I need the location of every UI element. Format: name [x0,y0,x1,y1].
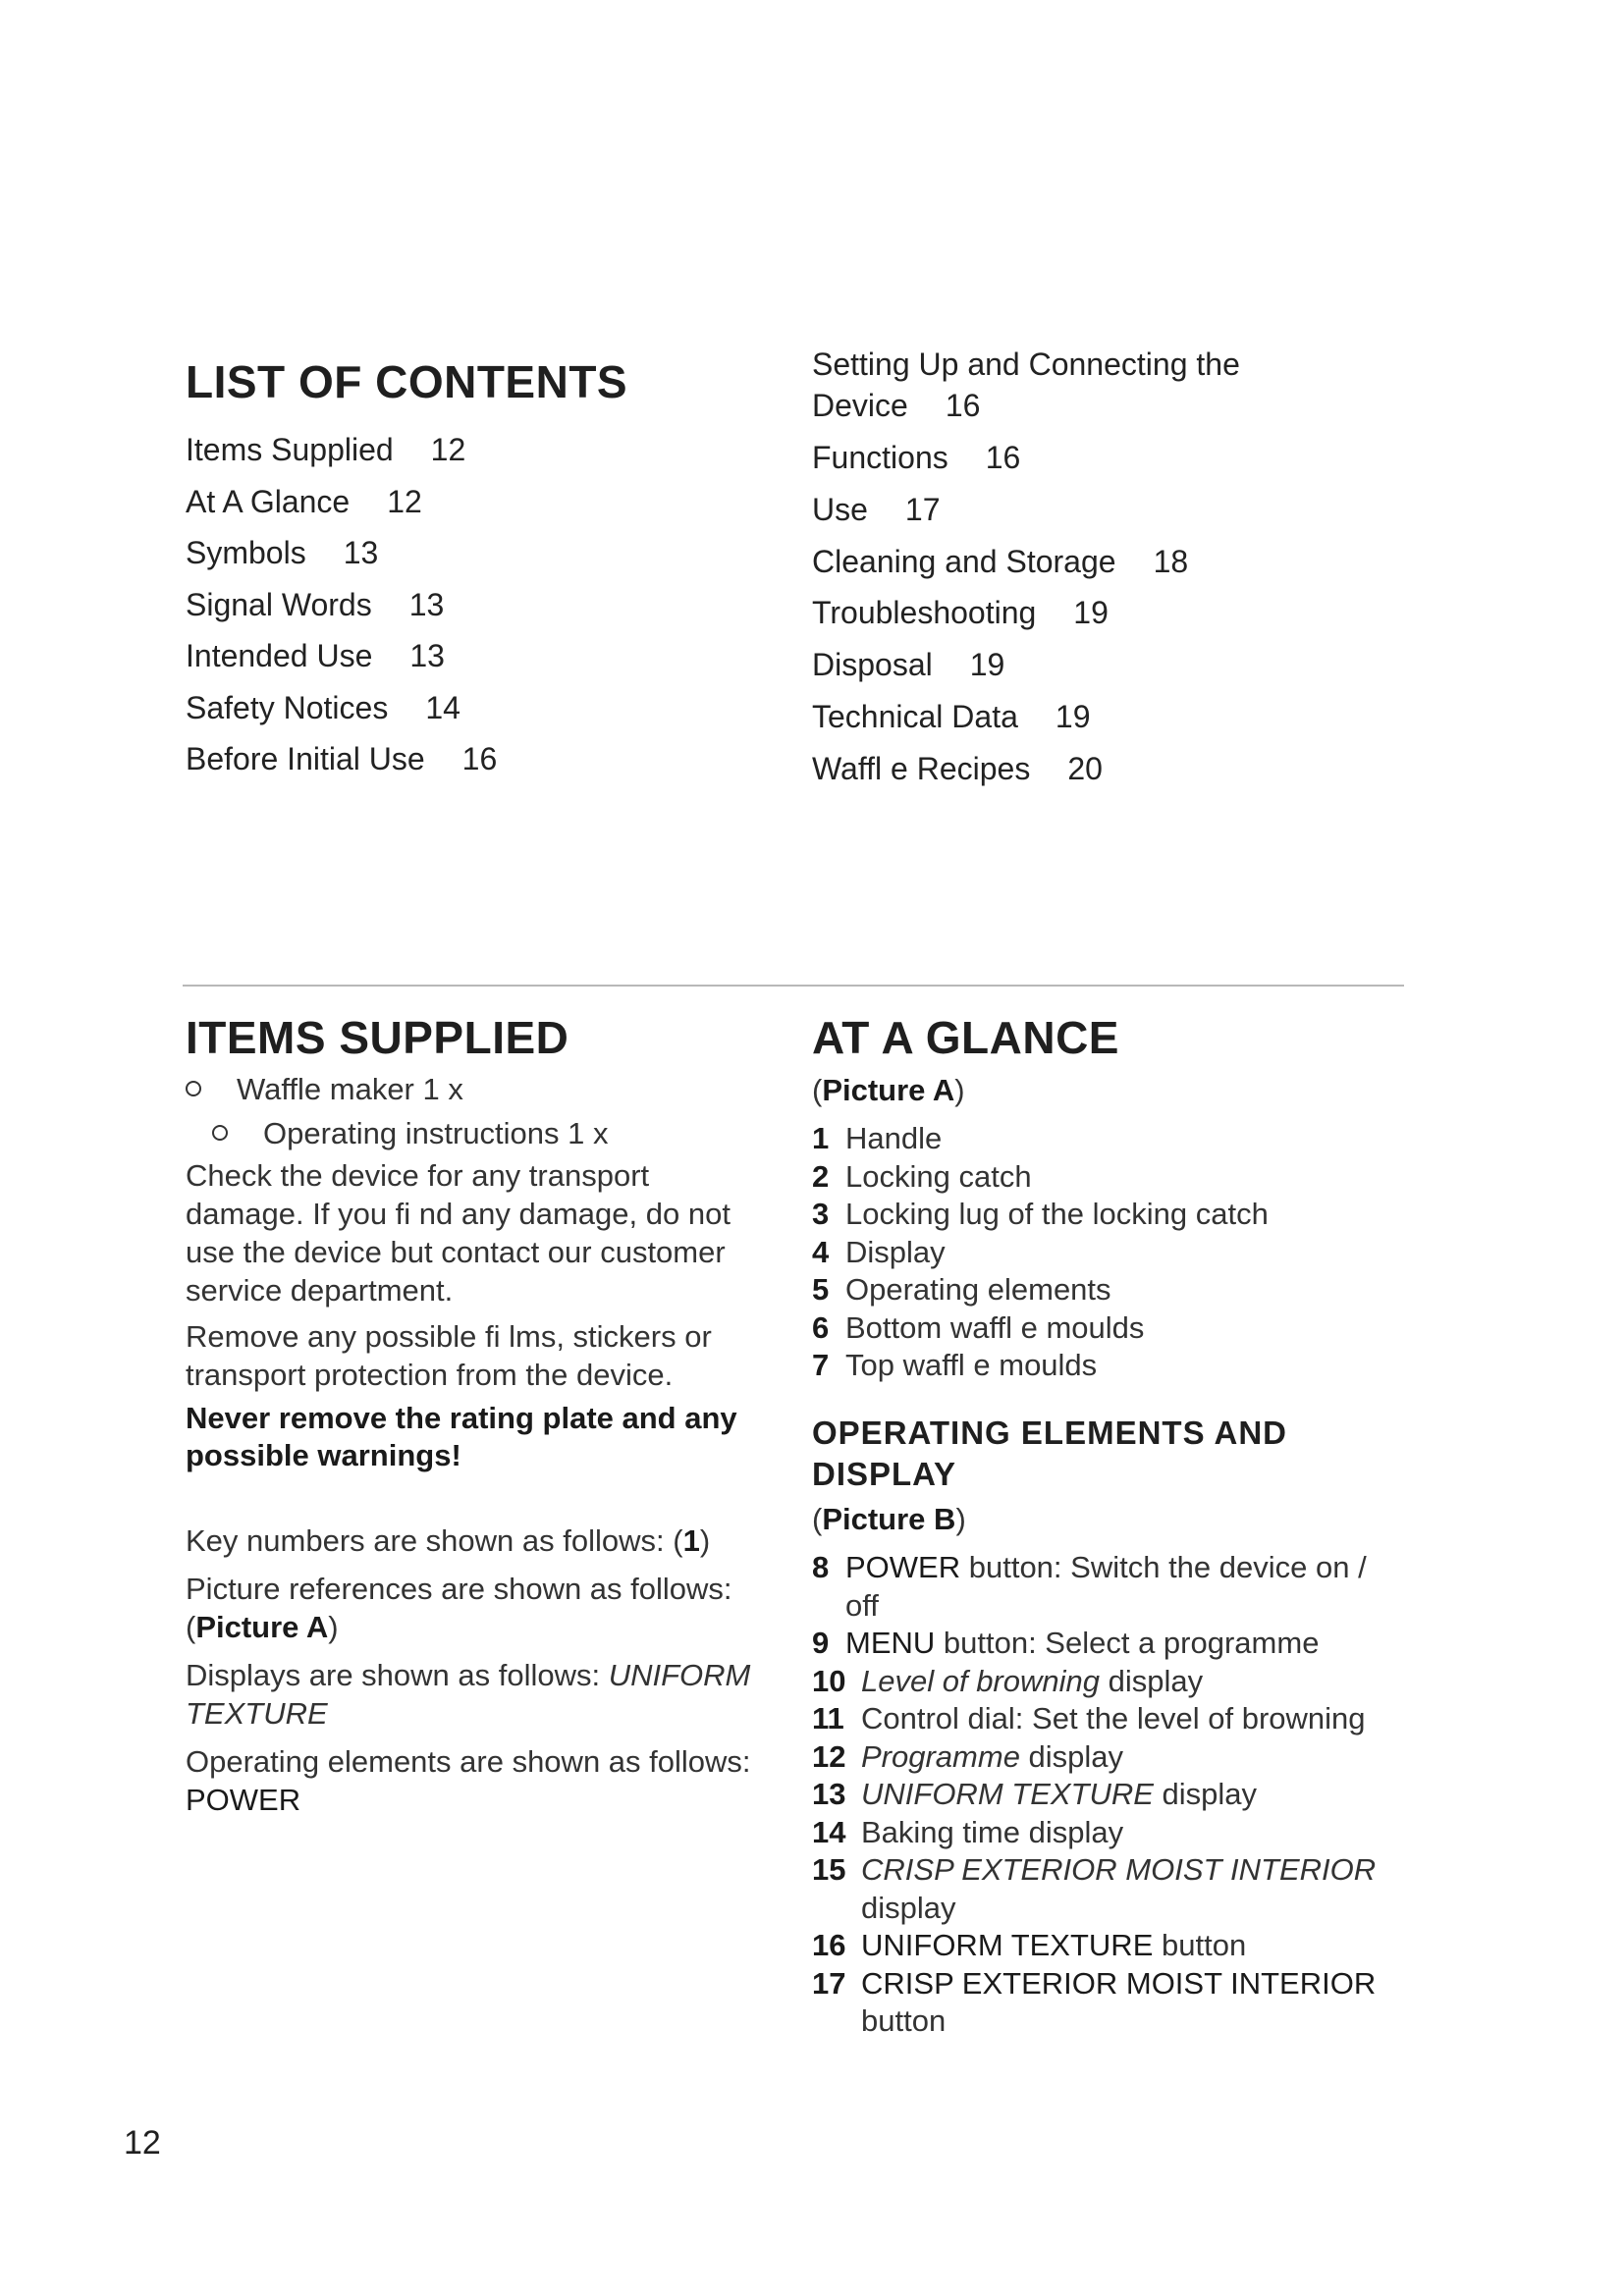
toc-title: LIST OF CONTENTS [186,356,628,407]
toc-entry[interactable] [186,527,497,579]
operating-elements-title: OPERATING ELEMENTS AND [812,1415,1288,1451]
toc-entry-label: At A Glance [186,483,351,519]
bullet-text: Waffle maker 1 x [237,1072,463,1106]
convention-text: Picture references are shown as follows: [186,1572,732,1606]
transport-damage-paragraph: Check the device for any transport damage. If you fi nd any damage, do not use the device but contact our customer service department. [186,1158,731,1308]
toc-entry[interactable] [812,691,1188,743]
item-number: 10 [812,1663,846,1698]
item-number: 16 [812,1928,846,1962]
bullet-text: Operating instructions 1 x [263,1116,609,1150]
convention-text: Displays are shown as follows: [186,1658,609,1692]
picture-a-reference [812,1071,965,1109]
list-item [812,1625,1401,1663]
toc-entry-label: Cleaning and Storage [812,543,1116,579]
at-a-glance-list [812,1120,1269,1385]
reference-text: ( [812,1502,823,1536]
toc-entry[interactable] [186,682,497,734]
item-number: 2 [812,1158,830,1194]
item-number: 6 [812,1309,830,1345]
toc-entry-page: 14 [425,689,460,725]
item-text: button: Switch the device on / off [845,1550,1367,1623]
convention-example: Picture A [195,1610,329,1644]
conventions-block [186,1522,775,1819]
list-item [812,1271,1269,1309]
list-item [812,1814,1401,1852]
item-button-name: POWER [845,1550,961,1584]
item-text: display [1153,1777,1258,1811]
item-number: 14 [812,1814,846,1849]
item-text: display [861,1890,956,1925]
item-number: 4 [812,1234,830,1269]
list-item [812,1196,1269,1234]
list-item [812,1663,1401,1701]
reference-text: ( [812,1073,823,1107]
list-item [812,1851,1401,1927]
toc-entry[interactable] [812,639,1188,691]
toc-entry-label: Safety Notices [186,689,389,725]
item-number: 12 [812,1738,846,1774]
convention-text: Operating elements are shown as follows: [186,1744,751,1779]
item-text: display [1100,1663,1204,1698]
toc-entry[interactable] [186,424,497,476]
reference-text: Picture B [822,1502,956,1536]
toc-entry-label: Device [812,388,908,423]
toc-entry-page: 13 [409,638,445,673]
toc-entry[interactable] [812,536,1188,588]
toc-entry-page: 19 [969,647,1005,683]
item-text: display [1019,1738,1124,1774]
toc-entry[interactable] [812,587,1188,639]
reference-text: Picture A [822,1073,955,1107]
item-display-name: Level of browning [861,1663,1100,1698]
item-text: button [1153,1928,1247,1962]
item-number: 5 [812,1272,830,1307]
toc-entry-label: Before Initial Use [186,741,425,776]
toc-entry-page: 16 [945,388,981,423]
toc-entry-label: Signal Words [186,586,372,622]
key-numbers-convention [186,1522,775,1560]
toc-entry-page: 13 [408,586,445,622]
item-text: Locking catch [845,1158,1032,1194]
items-supplied-body [186,1156,765,1474]
item-number: 3 [812,1197,830,1231]
toc-entry-label: Items Supplied [186,432,394,467]
picture-references-convention [186,1570,775,1646]
convention-example: POWER [186,1783,301,1817]
reference-text: ) [954,1073,965,1107]
list-item [812,1347,1269,1385]
picture-b-reference [812,1500,966,1538]
convention-text: ) [699,1523,711,1558]
displays-convention [186,1656,775,1733]
list-item [812,1700,1401,1738]
toc-entry-label: Troubleshooting [812,595,1037,631]
list-item [812,1120,1269,1158]
circle-bullet-icon [186,1081,201,1096]
convention-example: 1 [682,1523,700,1558]
toc-entry-page: 16 [461,741,498,776]
at-a-glance-title: AT A GLANCE [812,1012,1119,1063]
list-item [812,1776,1401,1814]
item-number: 13 [812,1777,846,1811]
toc-entry-label: Technical Data [812,698,1018,734]
toc-entry-label: Setting Up and Connecting the [812,347,1240,382]
list-item [812,1234,1269,1272]
list-item [812,1738,1401,1777]
toc-entry-label: Disposal [812,647,933,683]
item-text: button: Select a programme [935,1626,1320,1660]
section-divider [183,985,1404,987]
toc-entry[interactable] [186,630,497,682]
toc-entry-page: 20 [1067,750,1103,786]
toc-entry[interactable] [186,476,497,528]
item-number: 8 [812,1550,830,1584]
toc-left-list [186,424,497,785]
item-number: 9 [812,1626,830,1660]
toc-entry-page: 17 [904,491,941,527]
reference-text: ) [955,1502,966,1536]
toc-entry-label: Use [812,491,868,527]
items-supplied-title: ITEMS SUPPLIED [186,1012,569,1063]
toc-right-list [812,432,1188,795]
toc-entry-label: Intended Use [186,638,373,673]
toc-entry-page: 19 [1055,698,1091,734]
convention-text: Key numbers are shown as follows: ( [186,1523,683,1558]
toc-entry[interactable] [812,484,1188,536]
item-display-name: UNIFORM TEXTURE [861,1777,1154,1811]
toc-entry[interactable] [812,743,1188,795]
item-display-name: Programme [861,1738,1020,1774]
item-text: Control dial: Set the level of browning [861,1701,1366,1735]
item-button-name: UNIFORM TEXTURE [861,1928,1154,1962]
item-number: 1 [812,1121,830,1155]
toc-entry-page: 13 [343,535,379,570]
list-item [812,1549,1401,1625]
rating-plate-warning: Never remove the rating plate and any possible warnings! [186,1401,737,1472]
toc-entry[interactable] [186,733,497,785]
operating-elements-convention [186,1742,775,1819]
item-text: Operating elements [845,1272,1111,1307]
toc-entry-page: 12 [387,483,422,519]
toc-entry[interactable] [186,579,497,631]
item-text: Top waffl e moulds [845,1348,1098,1382]
item-button-name: CRISP EXTERIOR MOIST INTERIOR [861,1965,1377,2001]
bullet-item [186,1068,463,1111]
item-text: Bottom waffl e moulds [845,1309,1145,1345]
list-item [812,1309,1269,1348]
toc-entry-setting-up[interactable] [812,344,1240,426]
item-display-name: CRISP EXTERIOR MOIST INTERIOR [861,1852,1377,1887]
item-number: 15 [812,1852,846,1887]
item-number: 17 [812,1965,846,2001]
item-button-name: MENU [845,1626,936,1660]
circle-bullet-icon [212,1125,228,1141]
toc-entry-page: 12 [430,432,466,467]
item-text: Handle [845,1121,943,1155]
item-text: button [861,2003,947,2038]
list-item [812,1927,1401,1965]
convention-text: ( [186,1610,196,1644]
operating-elements-heading [812,1413,1287,1495]
toc-entry-page: 16 [985,440,1021,475]
convention-example: UNIFORM TEXTURE [186,1658,751,1731]
item-text: Display [845,1234,946,1269]
bullet-item [212,1112,609,1155]
toc-entry-label: Waffl e Recipes [812,750,1031,786]
item-number: 7 [812,1348,830,1382]
toc-entry-page: 18 [1153,543,1189,579]
operating-elements-list [812,1549,1401,2041]
item-number: 11 [812,1701,844,1735]
toc-entry-page: 19 [1073,595,1109,631]
toc-entry[interactable] [812,432,1188,484]
page-number: 12 [124,2124,161,2162]
item-text: Locking lug of the locking catch [845,1197,1269,1231]
remove-films-paragraph: Remove any possible fi lms, stickers or transport protection from the device. [186,1319,712,1392]
list-item [812,1158,1269,1197]
toc-entry-label: Symbols [186,535,306,570]
list-item [812,1965,1401,2041]
toc-entry-label: Functions [812,440,948,475]
item-text: Baking time display [861,1814,1124,1849]
convention-text: ) [328,1610,339,1644]
operating-elements-title: DISPLAY [812,1456,956,1492]
